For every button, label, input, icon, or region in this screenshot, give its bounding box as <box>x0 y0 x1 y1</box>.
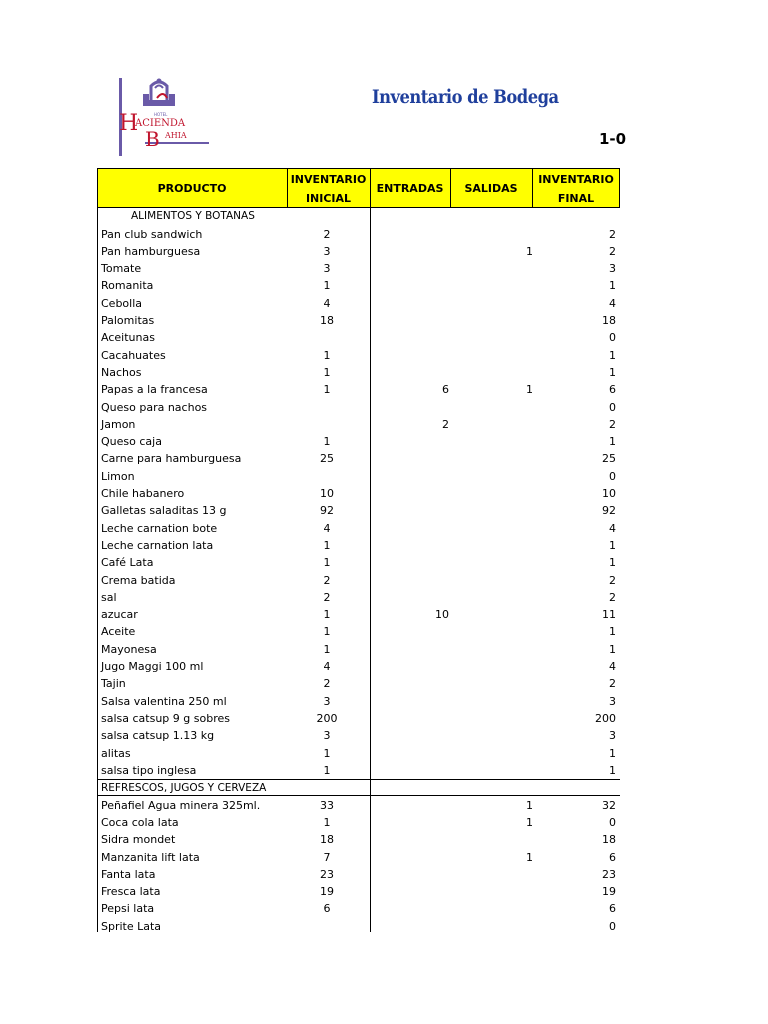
table-row <box>97 900 620 917</box>
cell-inventario-inicial: 1 <box>323 815 331 829</box>
cell-inventario-inicial: 2 <box>323 677 331 691</box>
table-row <box>97 329 620 346</box>
cell-inventario-final: 2 <box>609 590 616 604</box>
grid-line-col2 <box>370 168 371 932</box>
cell-inventario-final: 25 <box>602 452 616 466</box>
cell-producto: Nachos <box>101 365 142 379</box>
table-row <box>97 641 620 658</box>
table-row <box>97 814 620 831</box>
cell-producto: Tomate <box>101 262 142 276</box>
table-row <box>97 623 620 640</box>
cell-inventario-inicial: 1 <box>323 435 331 449</box>
cell-producto: Fanta lata <box>101 867 156 881</box>
cell-producto: Jamon <box>101 417 136 431</box>
table-row <box>97 537 620 554</box>
table-row <box>97 918 620 935</box>
cell-producto: Fresca lata <box>101 885 161 899</box>
cell-inventario-final: 0 <box>609 469 616 483</box>
table-row <box>97 572 620 589</box>
cell-inventario-final: 6 <box>609 383 616 397</box>
cell-inventario-final: 4 <box>609 296 616 310</box>
cell-inventario-final: 2 <box>609 677 616 691</box>
cell-inventario-inicial: 25 <box>320 452 334 466</box>
cell-producto: azucar <box>101 608 138 622</box>
svg-text:B: B <box>145 127 160 151</box>
table-row <box>97 675 620 692</box>
table-row <box>97 710 620 727</box>
cell-producto: sal <box>101 590 117 604</box>
cell-inventario-inicial: 18 <box>320 833 334 847</box>
table-row <box>97 468 620 485</box>
grid-line-right-header <box>619 168 620 208</box>
table-row <box>97 381 620 398</box>
cell-inventario-final: 6 <box>609 902 616 916</box>
cell-producto: alitas <box>101 746 131 760</box>
cell-inventario-final: 1 <box>609 763 616 777</box>
cell-inventario-inicial: 2 <box>323 573 331 587</box>
cell-producto: Pan club sandwich <box>101 227 203 241</box>
header-final-line1: INVENTARIO <box>538 172 614 186</box>
cell-producto: Carne para hamburguesa <box>101 452 242 466</box>
cell-inventario-final: 18 <box>602 833 616 847</box>
table-row <box>97 693 620 710</box>
table-row <box>97 554 620 571</box>
cell-inventario-final: 1 <box>609 642 616 656</box>
cell-producto: Mayonesa <box>101 642 157 656</box>
table-row <box>97 277 620 294</box>
cell-salidas: 1 <box>526 383 533 397</box>
cell-producto: Palomitas <box>101 314 155 327</box>
cell-producto: Sprite Lata <box>101 919 162 933</box>
cell-inventario-final: 1 <box>609 435 616 449</box>
cell-inventario-final: 1 <box>609 348 616 362</box>
cell-inventario-inicial: 1 <box>323 625 331 639</box>
cell-inventario-final: 1 <box>609 279 616 293</box>
cell-producto: Leche carnation lata <box>101 538 214 552</box>
cell-producto: salsa catsup 1.13 kg <box>101 729 215 743</box>
svg-text:H: H <box>119 111 139 136</box>
cell-producto: Queso para nachos <box>101 400 208 414</box>
cell-salidas: 1 <box>526 798 533 812</box>
cell-inventario-final: 1 <box>609 625 616 639</box>
cell-producto: Romanita <box>101 279 154 293</box>
table-row <box>97 658 620 675</box>
cell-producto: Papas a la francesa <box>101 383 208 397</box>
cell-inventario-final: 1 <box>609 538 616 552</box>
cell-producto: Café Lata <box>101 556 154 570</box>
cell-inventario-inicial: 200 <box>316 711 338 725</box>
table-row <box>97 831 620 848</box>
hacienda-bahia-logo-graphic <box>117 76 211 158</box>
cell-inventario-final: 4 <box>609 660 616 673</box>
header-producto: PRODUCTO <box>157 182 227 195</box>
cell-inventario-final: 2 <box>609 244 616 258</box>
table-row <box>97 745 620 762</box>
cell-inventario-inicial: 1 <box>323 538 331 552</box>
table-row <box>97 226 620 243</box>
cell-inventario-inicial: 23 <box>320 867 334 881</box>
table-row <box>97 347 620 364</box>
cell-inventario-final: 0 <box>609 815 616 829</box>
table-row <box>97 433 620 450</box>
cell-producto: Pan hamburguesa <box>101 244 201 258</box>
cell-inventario-inicial: 1 <box>323 746 331 760</box>
cell-inventario-inicial: 1 <box>323 556 331 570</box>
cell-inventario-inicial: 4 <box>323 521 331 535</box>
cell-inventario-final: 2 <box>609 573 616 587</box>
cell-inventario-final: 6 <box>609 850 616 864</box>
cell-salidas: 1 <box>526 244 533 258</box>
cell-inventario-final: 3 <box>609 262 616 276</box>
cell-inventario-inicial: 6 <box>323 902 331 916</box>
cell-producto: Sidra mondet <box>101 833 176 847</box>
cell-inventario-inicial: 1 <box>323 763 331 777</box>
section-header <box>97 779 620 796</box>
cell-inventario-inicial: 1 <box>323 348 331 362</box>
header-inicial-line2: INICIAL <box>305 191 352 205</box>
cell-producto: Queso caja <box>101 435 162 449</box>
grid-line-col3-header <box>450 168 451 208</box>
table-row <box>97 589 620 606</box>
table-row <box>97 450 620 467</box>
cell-inventario-inicial: 3 <box>323 694 331 708</box>
cell-inventario-inicial: 1 <box>323 608 331 622</box>
cell-inventario-inicial: 1 <box>323 365 331 379</box>
cell-inventario-inicial: 1 <box>323 383 331 397</box>
table-row <box>97 502 620 519</box>
hotel-logo <box>117 76 211 158</box>
cell-entradas: 10 <box>435 608 449 622</box>
cell-producto: Cebolla <box>101 296 143 310</box>
cell-inventario-inicial: 10 <box>320 487 334 500</box>
table-row <box>97 849 620 866</box>
cell-inventario-inicial: 4 <box>323 296 331 310</box>
table-row <box>97 866 620 883</box>
header-final-line2: FINAL <box>557 191 595 205</box>
cell-inventario-inicial: 33 <box>320 798 334 812</box>
table-row <box>97 762 620 779</box>
section-header <box>97 208 620 225</box>
table-row <box>97 399 620 416</box>
cell-inventario-inicial: 1 <box>323 642 331 656</box>
cell-inventario-final: 200 <box>595 711 616 725</box>
cell-entradas: 2 <box>442 417 449 431</box>
cell-producto: Salsa valentina 250 ml <box>101 694 227 708</box>
cell-inventario-final: 18 <box>602 314 616 327</box>
table-row <box>97 485 620 502</box>
cell-inventario-final: 1 <box>609 746 616 760</box>
cell-inventario-final: 4 <box>609 521 616 535</box>
cell-inventario-inicial: 3 <box>323 244 331 258</box>
cell-producto: Aceitunas <box>101 331 155 345</box>
cell-inventario-final: 3 <box>609 694 616 708</box>
header-inicial-line1: INVENTARIO <box>290 172 367 186</box>
cell-inventario-inicial: 1 <box>323 279 331 293</box>
cell-inventario-final: 0 <box>609 919 616 933</box>
cell-inventario-inicial: 4 <box>323 660 331 673</box>
cell-salidas: 1 <box>526 850 533 864</box>
grid-line-col1-header <box>287 168 288 208</box>
cell-producto: Coca cola lata <box>101 815 179 829</box>
cell-inventario-final: 2 <box>609 417 616 431</box>
section-title: ALIMENTOS Y BOTANAS <box>131 210 255 222</box>
cell-inventario-inicial: 3 <box>323 729 331 743</box>
cell-producto: Tajin <box>101 677 126 691</box>
cell-inventario-inicial: 18 <box>320 314 334 327</box>
cell-inventario-final: 92 <box>602 504 616 518</box>
svg-text:ACIENDA: ACIENDA <box>135 118 186 129</box>
cell-inventario-inicial: 2 <box>323 590 331 604</box>
grid-line-left <box>97 168 98 932</box>
inventory-table <box>97 168 620 932</box>
header-entradas: ENTRADAS <box>376 182 444 195</box>
table-row <box>97 260 620 277</box>
section-title: REFRESCOS, JUGOS Y CERVEZA <box>101 782 267 795</box>
table-row <box>97 312 620 329</box>
table-row <box>97 416 620 433</box>
cell-producto: Peñafiel Agua minera 325ml. <box>101 798 261 812</box>
cell-producto: Jugo Maggi 100 ml <box>101 660 204 673</box>
cell-inventario-final: 3 <box>609 729 616 743</box>
cell-producto: Crema batida <box>101 573 176 587</box>
cell-entradas: 6 <box>442 383 449 397</box>
svg-text:AHIA: AHIA <box>165 131 187 140</box>
cell-inventario-final: 2 <box>609 227 616 241</box>
table-row <box>97 295 620 312</box>
cell-producto: Cacahuates <box>101 348 166 362</box>
table-row <box>97 243 620 260</box>
cell-producto: Pepsi lata <box>101 902 155 916</box>
cell-inventario-final: 10 <box>602 487 616 500</box>
cell-inventario-final: 23 <box>602 867 616 881</box>
date-fragment: 1-0 <box>599 130 627 148</box>
header-salidas: SALIDAS <box>464 182 518 195</box>
header-inventario-inicial <box>287 169 370 208</box>
cell-producto: Leche carnation bote <box>101 521 218 535</box>
cell-inventario-final: 0 <box>609 331 616 345</box>
document-title: Inventario de Bodega <box>372 86 559 108</box>
svg-text:HOTEL: HOTEL <box>154 112 168 117</box>
cell-inventario-inicial: 2 <box>323 227 331 241</box>
header-inventario-final <box>532 169 620 208</box>
grid-line-col4-header <box>532 168 533 208</box>
cell-inventario-inicial: 7 <box>323 850 331 864</box>
cell-inventario-inicial: 92 <box>320 504 334 518</box>
cell-inventario-final: 1 <box>609 556 616 570</box>
cell-producto: Galletas saladitas 13 g <box>101 504 227 518</box>
cell-inventario-inicial: 3 <box>323 262 331 276</box>
cell-inventario-final: 19 <box>602 885 616 899</box>
cell-inventario-final: 11 <box>602 608 616 622</box>
table-row <box>97 606 620 623</box>
cell-inventario-inicial: 19 <box>320 885 334 899</box>
table-row <box>97 883 620 900</box>
cell-producto: Aceite <box>101 625 136 639</box>
cell-producto: salsa tipo inglesa <box>101 763 197 777</box>
cell-producto: Chile habanero <box>101 487 185 500</box>
table-row <box>97 797 620 814</box>
cell-producto: salsa catsup 9 g sobres <box>101 711 230 725</box>
cell-producto: Manzanita lift lata <box>101 850 200 864</box>
cell-inventario-final: 1 <box>609 365 616 379</box>
table-row <box>97 364 620 381</box>
table-row <box>97 727 620 744</box>
cell-salidas: 1 <box>526 815 533 829</box>
cell-inventario-final: 32 <box>602 798 616 812</box>
cell-producto: Limon <box>101 469 135 483</box>
cell-inventario-final: 0 <box>609 400 616 414</box>
table-header <box>97 168 620 208</box>
table-row <box>97 520 620 537</box>
